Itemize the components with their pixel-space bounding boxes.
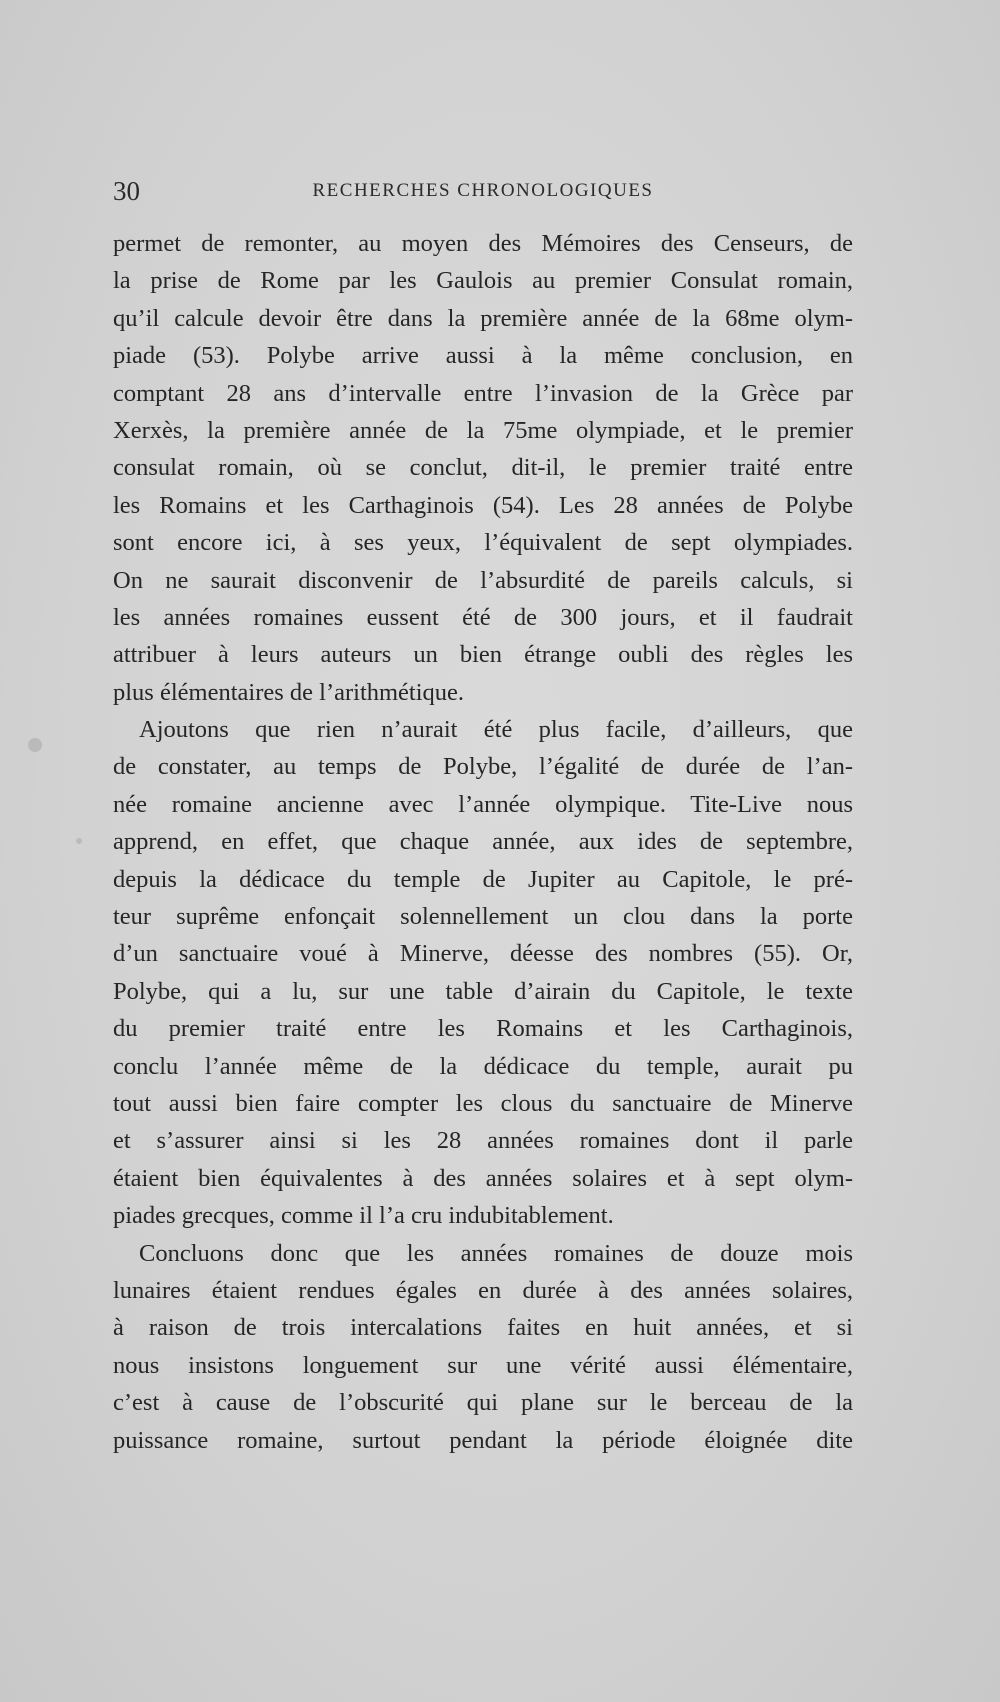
text-line: comptant 28 ans d’intervalle entre l’invasion de la Grèce par <box>113 379 853 407</box>
text-line: Ajoutons que rien n’aurait été plus facile, d’ailleurs, que <box>139 716 853 744</box>
text-line: d’un sanctuaire voué à Minerve, déesse des nombres (55). Or, <box>113 940 853 968</box>
text-line: tout aussi bien faire compter les clous du sanctuaire de Minerve <box>113 1089 853 1117</box>
paper-spot <box>28 738 42 752</box>
text-line: lunaires étaient rendues égales en durée à des années solaires, <box>113 1276 853 1304</box>
text-line: Concluons donc que les années romaines de douze mois <box>139 1239 853 1267</box>
text-line: sont encore ici, à ses yeux, l’équivalent de sept olympiades. <box>113 529 853 557</box>
text-line: de constater, au temps de Polybe, l’égalité de durée de l’an- <box>113 753 853 781</box>
text-line: nous insistons longuement sur une vérité aussi élémentaire, <box>113 1351 853 1379</box>
text-line: apprend, en effet, que chaque année, aux ides de septembre, <box>113 828 853 856</box>
text-line: les Romains et les Carthaginois (54). Les 28 années de Polybe <box>113 491 853 519</box>
text-line: les années romaines eussent été de 300 jours, et il faudrait <box>113 603 853 631</box>
text-line: attribuer à leurs auteurs un bien étrange oubli des règles les <box>113 641 853 669</box>
text-line: née romaine ancienne avec l’année olympique. Tite-Live nous <box>113 790 853 818</box>
text-line: conclu l’année même de la dédicace du temple, aurait pu <box>113 1052 853 1080</box>
page-number: 30 <box>113 176 140 206</box>
text-line: du premier traité entre les Romains et les Carthaginois, <box>113 1015 853 1043</box>
body-text <box>113 225 853 1459</box>
text-line: permet de remonter, au moyen des Mémoires des Censeurs, de <box>113 230 853 257</box>
text-line: et s’assurer ainsi si les 28 années romaines dont il parle <box>113 1127 853 1155</box>
text-line: piade (53). Polybe arrive aussi à la même conclusion, en <box>113 342 853 370</box>
paragraph-2 <box>113 711 853 1234</box>
text-line: teur suprême enfonçait solennellement un clou dans la porte <box>113 903 853 931</box>
text-line: Polybe, qui a lu, sur une table d’airain du Capitole, le texte <box>113 977 853 1005</box>
text-line: piades grecques, comme il l’a cru indubitablement. <box>113 1202 614 1230</box>
running-title: RECHERCHES CHRONOLOGIQUES <box>312 180 654 201</box>
text-line: étaient bien équivalentes à des années solaires et à sept olym- <box>113 1164 853 1192</box>
paragraph-3 <box>113 1235 853 1459</box>
page-header <box>113 176 853 206</box>
text-line: On ne saurait disconvenir de l’absurdité de pareils calculs, si <box>113 566 853 594</box>
text-line: à raison de trois intercalations faites en huit années, et si <box>113 1314 853 1342</box>
text-line: plus élémentaires de l’arithmétique. <box>113 678 465 706</box>
text-line: qu’il calcule devoir être dans la première année de la 68me olym- <box>113 304 853 332</box>
text-line: c’est à cause de l’obscurité qui plane sur le berceau de la <box>113 1389 853 1417</box>
text-line: la prise de Rome par les Gaulois au premier Consulat romain, <box>113 267 853 295</box>
text-line: depuis la dédicace du temple de Jupiter au Capitole, le pré- <box>113 865 853 893</box>
paper-spot <box>76 838 82 844</box>
text-line: consulat romain, où se conclut, dit-il, le premier traité entre <box>113 454 853 482</box>
text-line: puissance romaine, surtout pendant la période éloignée dite <box>113 1426 853 1454</box>
paragraph-1 <box>113 225 853 711</box>
text-line: Xerxès, la première année de la 75me olympiade, et le premier <box>113 416 853 444</box>
